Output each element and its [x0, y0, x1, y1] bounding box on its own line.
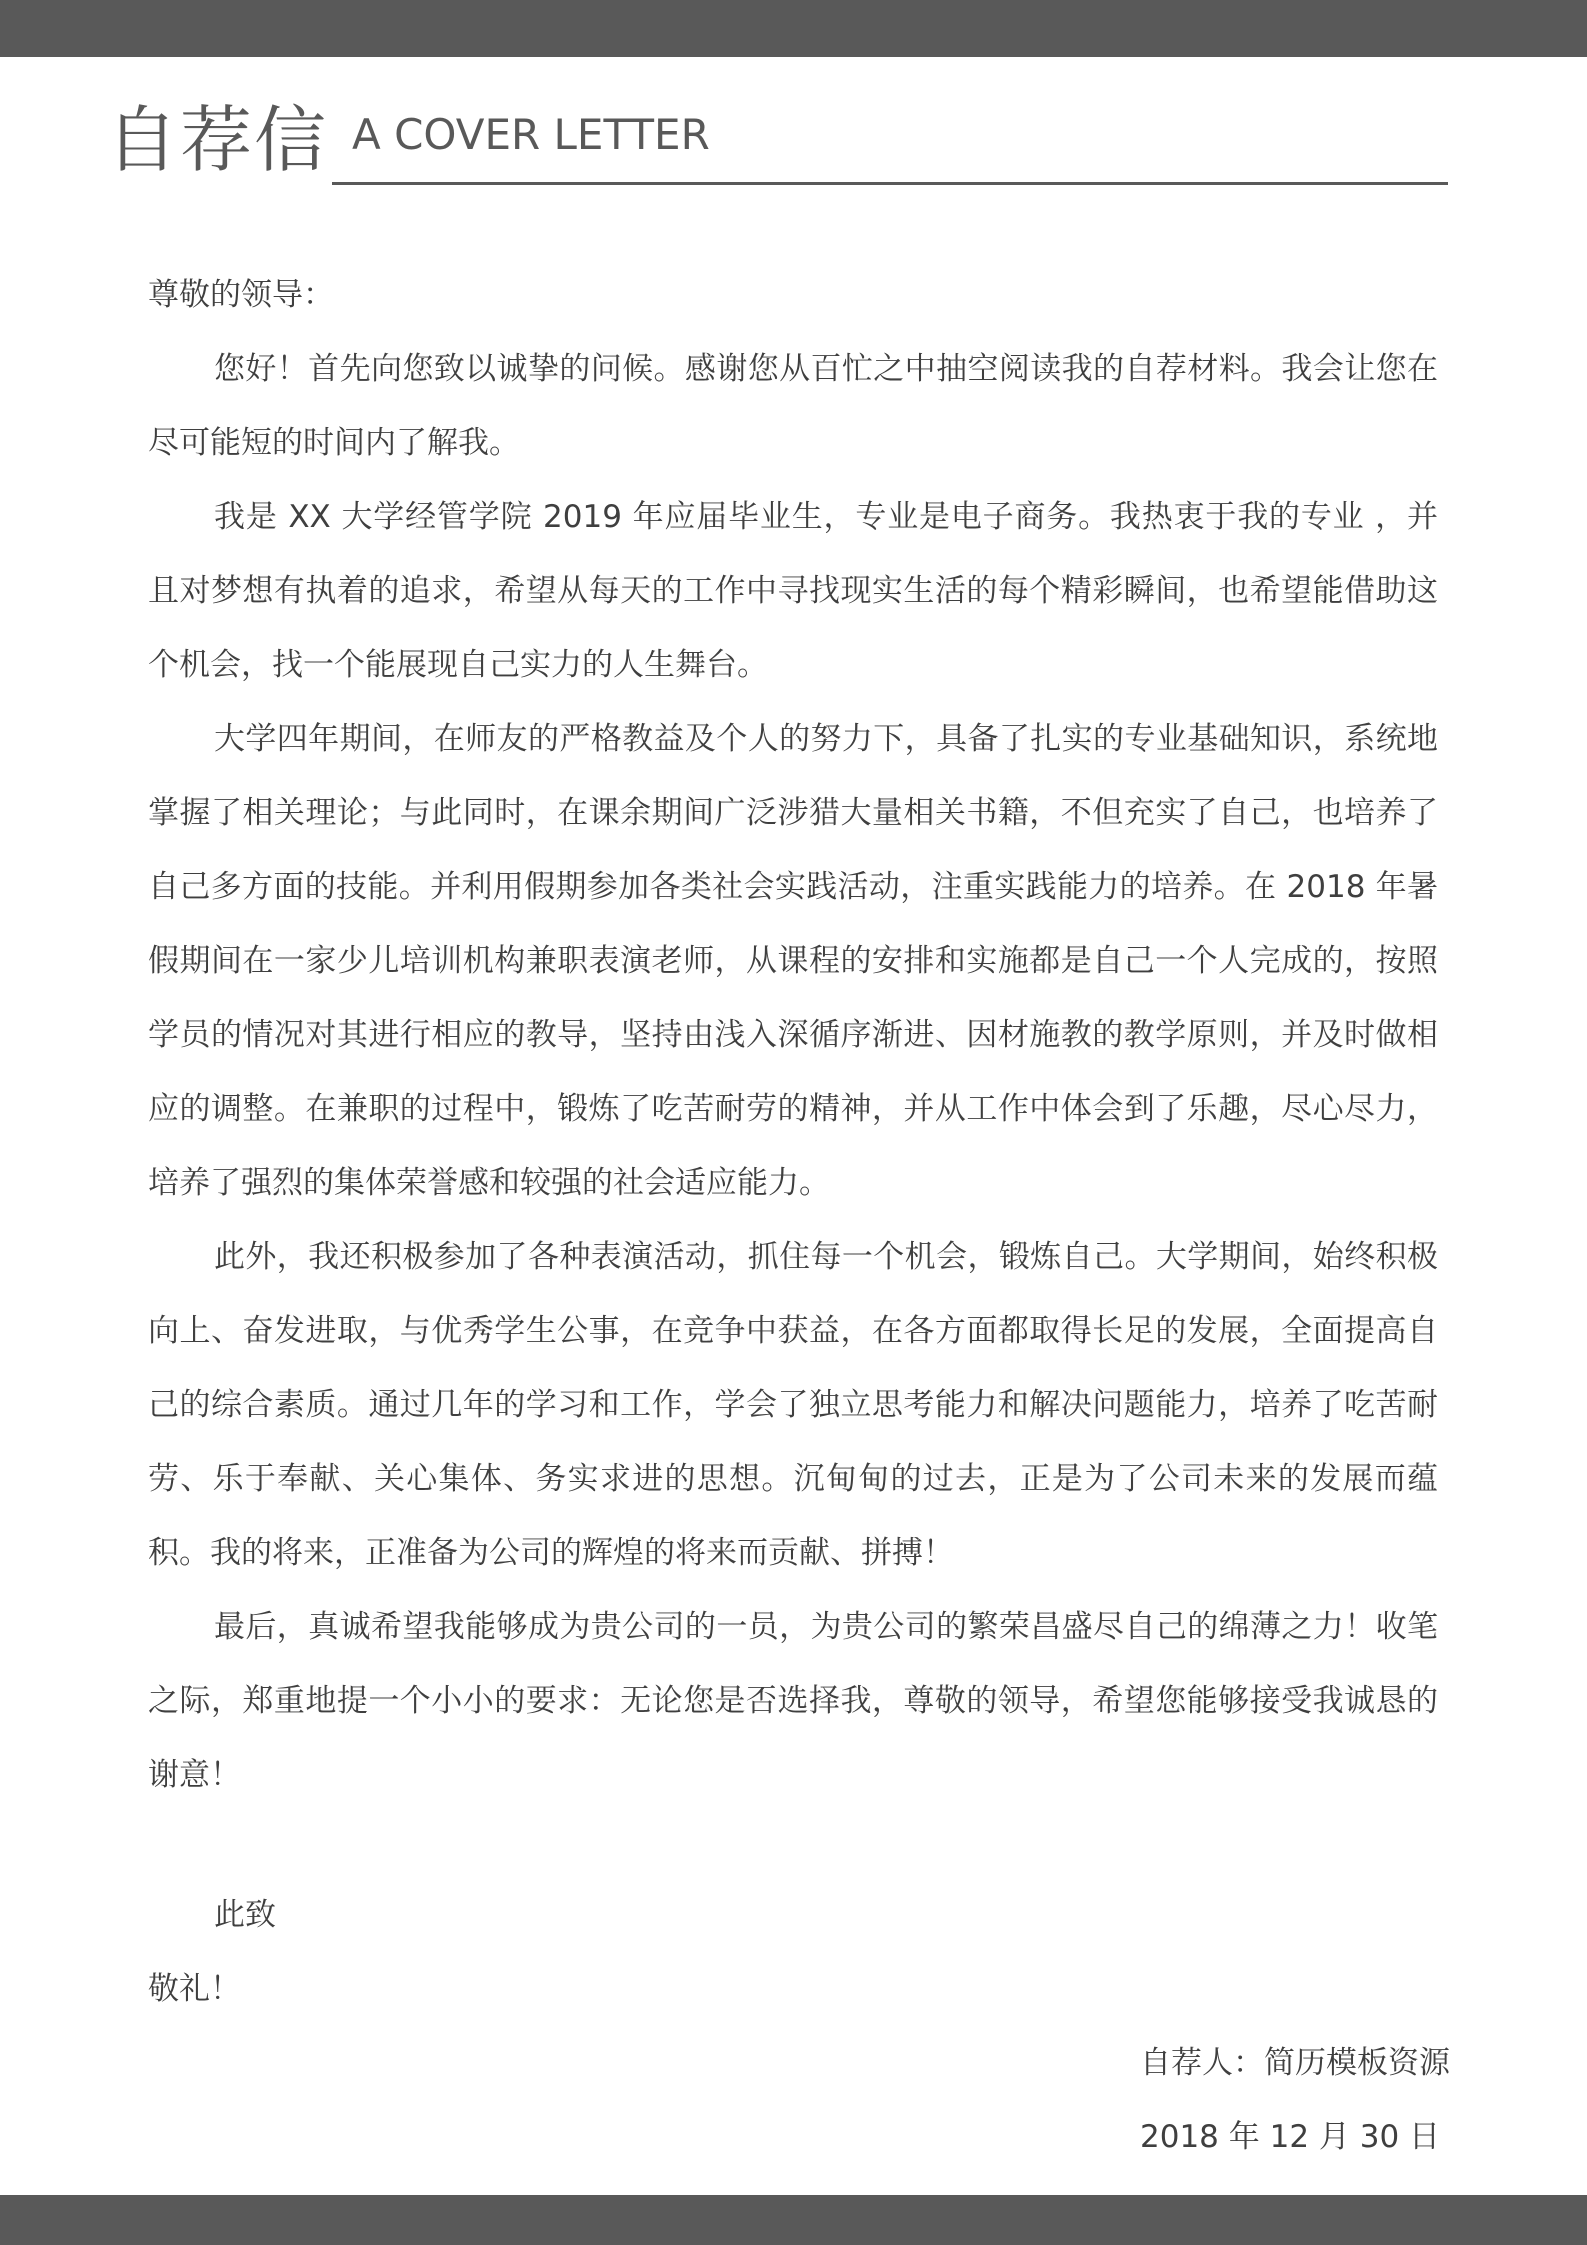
paragraph-activities: 此外，我还积极参加了各种表演活动，抓住每一个机会，锻炼自己。大学期间，始终积极向上、奋发进取，与优秀学生公事，在竞争中获益，在各方面都取得长足的发展，全面提高自己的综合素质。通过几年的学习和工作，学会了独立思考能力和解决问题能力，培养了吃苦耐劳、乐于奉献、关心集体、务实求进的思想。沉甸甸的过去，正是为了公司未来的发展而蕴积。我的将来，正准备为公司的辉煌的将来而贡献、拼搏！	[148, 1239, 1438, 1571]
paragraph-introduction: 我是 XX 大学经管学院 2019 年应届毕业生，专业是电子商务。我热衷于我的专业 ，并且对梦想有执着的追求，希望从每天的工作中寻找现实生活的每个精彩瞬间，也希望能借助这个机会，找一个能展现自己实力的人生舞台。	[148, 499, 1438, 683]
signature-block	[1140, 2026, 1450, 2174]
letter-body	[148, 258, 1438, 1812]
signer: 自荐人：简历模板资源	[1140, 2045, 1450, 2081]
paragraph-conclusion: 最后，真诚希望我能够成为贵公司的一员，为贵公司的繁荣昌盛尽自己的绵薄之力！收笔之际，郑重地提一个小小的要求：无论您是否选择我，尊敬的领导，希望您能够接受我诚恳的谢意！	[148, 1609, 1438, 1793]
letter-date: 2018 年 12 月 30 日	[1140, 2119, 1441, 2155]
top-band	[0, 0, 1587, 57]
paragraph-greeting: 您好！首先向您致以诚挚的问候。感谢您从百忙之中抽空阅读我的自荐材料。我会让您在尽可能短的时间内了解我。	[148, 351, 1438, 461]
page-title: 自荐信	[106, 98, 329, 182]
title-underline	[332, 182, 1448, 185]
closing-block	[148, 1878, 276, 2026]
salutation: 尊敬的领导：	[148, 277, 334, 313]
closing-line-1: 此致	[214, 1897, 276, 1933]
bottom-band	[0, 2195, 1587, 2245]
page-subtitle: A COVER LETTER	[352, 110, 710, 159]
paragraph-university: 大学四年期间，在师友的严格教益及个人的努力下，具备了扎实的专业基础知识，系统地掌握了相关理论；与此同时，在课余期间广泛涉猎大量相关书籍，不但充实了自己，也培养了自己多方面的技能。并利用假期参加各类社会实践活动，注重实践能力的培养。在 2018 年暑假期间在一家少儿培训机构兼职表演老师，从课程的安排和实施都是自己一个人完成的，按照学员的情况对其进行相应的教导，坚持由浅入深循序渐进、因材施教的教学原则，并及时做相应的调整。在兼职的过程中，锻炼了吃苦耐劳的精神，并从工作中体会到了乐趣，尽心尽力，培养了强烈的集体荣誉感和较强的社会适应能力。	[148, 721, 1438, 1201]
closing-line-2: 敬礼！	[148, 1971, 241, 2007]
